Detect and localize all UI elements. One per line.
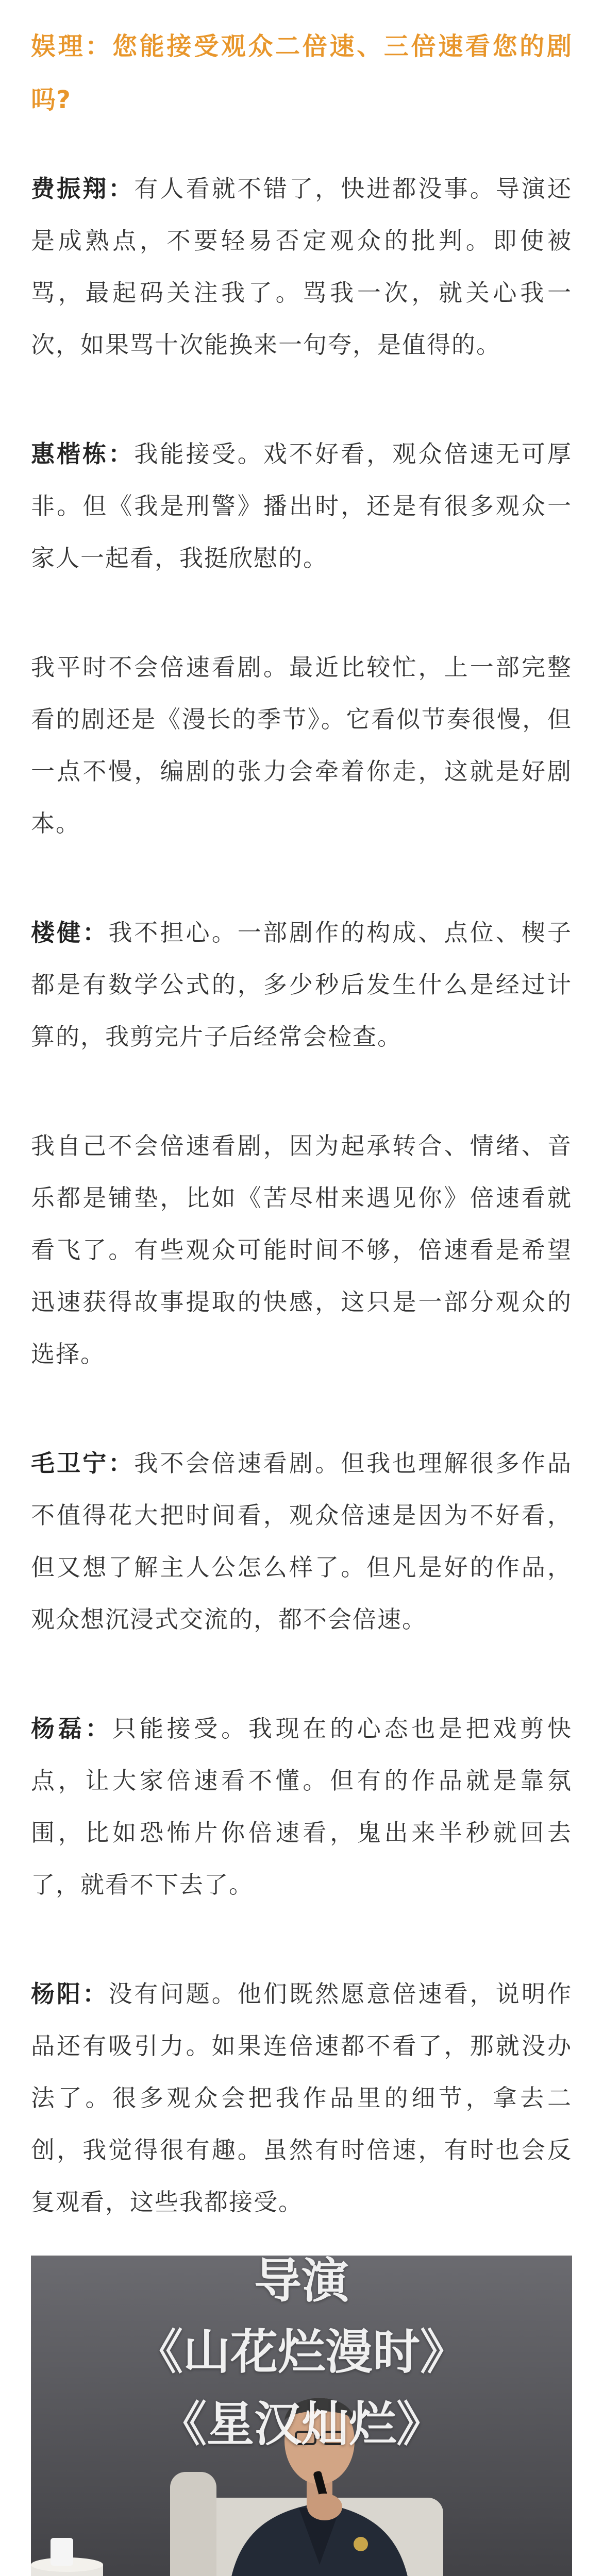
answer-paragraph [31, 641, 572, 850]
speaker-name: 杨阳： [31, 1980, 109, 2008]
photo-overlay-work-2: 《星汉灿烂》 [159, 2397, 444, 2452]
speaker-name: 楼健： [31, 919, 109, 946]
answer-paragraph [31, 428, 572, 584]
answer-text: 有人看就不错了，快进都没事。导演还是成熟点，不要轻易否定观众的批判。即使被骂，最起码关注我了。骂我一次，就关心我一次，如果骂十次能换来一句夸，是值得的。 [31, 175, 573, 359]
answer-paragraph [31, 1968, 572, 2228]
answer-paragraph [31, 163, 572, 371]
answer-text: 只能接受。我现在的心态也是把戏剪快点，让大家倍速看不懂。但有的作品就是靠氛围，比如恐怖片你倍速看，鬼出来半秒就回去了，就看不下去了。 [31, 1715, 573, 1899]
question-heading: 娱理：您能接受观众二倍速、三倍速看您的剧吗? [31, 32, 572, 114]
answer-text: 我能接受。戏不好看，观众倍速无可厚非。但《我是刑警》播出时，还是有很多观众一家人一起看，我挺欣慰的。 [31, 440, 573, 572]
speaker-name: 费振翔： [31, 175, 135, 202]
answer-text: 我自己不会倍速看剧，因为起承转合、情绪、音乐都是铺垫，比如《苦尽柑来遇见你》倍速看就看飞了。有些观众可能时间不够，倍速看是希望迅速获得故事提取的快感，这只是一部分观众的选择。 [31, 1132, 572, 1368]
answer-paragraph [31, 907, 572, 1063]
speaker-name: 杨磊： [31, 1715, 113, 1742]
answer-text: 我平时不会倍速看剧。最近比较忙，上一部完整看的剧还是《漫长的季节》。它看似节奏很慢，但一点不慢，编剧的张力会牵着你走，这就是好剧本。 [31, 653, 572, 837]
speaker-name: 毛卫宁： [31, 1449, 135, 1477]
director-photo [31, 2256, 572, 2576]
answer-text: 我不会倍速看剧。但我也理解很多作品不值得花大把时间看，观众倍速是因为不好看，但又想了解主人公怎么样了。但凡是好的作品，观众想沉浸式交流的，都不会倍速。 [31, 1449, 573, 1633]
answer-paragraph [31, 1120, 572, 1380]
photo-overlay-title: 导演 [254, 2256, 349, 2309]
answer-paragraph [31, 1437, 572, 1646]
answer-text: 没有问题。他们既然愿意倍速看，说明作品还有吸引力。如果连倍速都不看了，那就没办法了。很多观众会把我作品里的细节，拿去二创，我觉得很有趣。虽然有时倍速，有时也会反复观看，这些我都接受。 [31, 1980, 573, 2216]
photo-overlay-work-1: 《山花烂漫时》 [135, 2325, 467, 2380]
answer-text: 我不担心。一部剧作的构成、点位、楔子都是有数学公式的，多少秒后发生什么是经过计算的，我剪完片子后经常会检查。 [31, 919, 573, 1050]
answer-paragraph [31, 1703, 572, 1911]
speaker-name: 惠楷栋： [31, 440, 135, 468]
